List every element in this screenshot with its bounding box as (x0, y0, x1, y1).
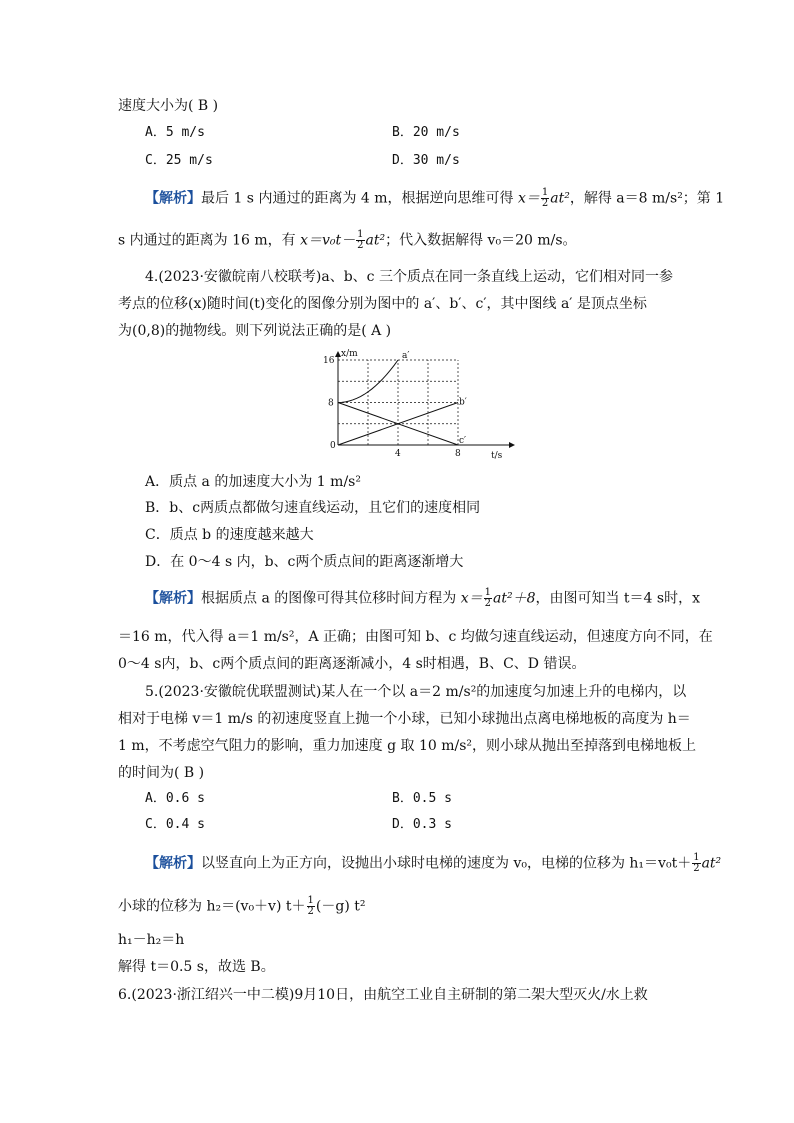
q3-analysis-text: ；代入数据解得 v₀＝20 m/s。 (385, 232, 577, 249)
q4-option-c: C．质点 b 的速度越来越大 (145, 527, 314, 543)
formula: x＝v₀t－ (300, 232, 356, 249)
q5-analysis-line3: h₁－h₂＝h (118, 932, 185, 948)
q3-option-d: D．30 m/s (392, 153, 460, 168)
q4-stem-line3: 为(0,8)的抛物线。则下列说法正确的是( A ) (118, 323, 392, 339)
q5-option-b: B．0.5 s (392, 791, 452, 806)
fraction-half: $\frac{1}{2}$ (541, 187, 549, 209)
q5-stem-line3: 1 m，不考虑空气阻力的影响，重力加速度 g 取 10 m/s²，则小球从抛出至掉落到电梯地板上 (118, 738, 696, 754)
q4-option-d: D．在 0～4 s 内，b、c两个质点间的距离逐渐增大 (145, 554, 464, 570)
q4-stem-line1: 4.(2023·安徽皖南八校联考)a、b、c 三个质点在同一条直线上运动，它们相对同一参 (145, 269, 673, 285)
analysis-tag: 【解析】 (145, 855, 201, 872)
x-axis-arrow (509, 442, 515, 448)
tick-label-y: 8 (328, 398, 334, 409)
series-label-c: c′ (459, 436, 467, 446)
q3-option-a: A．5 m/s (145, 125, 205, 140)
fraction-half: $\frac{1}{2}$ (484, 587, 491, 609)
formula: x＝ (460, 590, 483, 607)
series-label-a: a′ (402, 351, 410, 361)
q5-analysis-line2 (118, 896, 365, 917)
q5-stem-line1: 5.(2023·安徽皖优联盟测试)某人在一个以 a＝2 m/s²的加速度匀加速上升的电梯内，以 (145, 684, 687, 700)
q3-analysis-text: 最后 1 s 内通过的距离为 4 m，根据逆向思维可得 (201, 190, 514, 207)
q3-option-b: B．20 m/s (392, 125, 460, 140)
q4-option-b: B．b、c两质点都做匀速直线运动，且它们的速度相同 (145, 500, 481, 516)
fraction-half: $\frac{1}{2}$ (693, 852, 700, 874)
q4-option-a: A．质点 a 的加速度大小为 1 m/s² (145, 474, 361, 490)
q3-stem-tail: 速度大小为( B ) (118, 98, 219, 114)
q5-stem-line2: 相对于电梯 v＝1 m/s 的初速度竖直上抛一个小球，已知小球抛出点离电梯地板的高度为 h＝ (118, 711, 691, 727)
q4-analysis-text: ，由图可知当 t＝4 s时，x (535, 590, 700, 607)
fraction-half: $\frac{1}{2}$ (357, 229, 364, 251)
x-axis-label: t/s (491, 451, 503, 459)
analysis-tag: 【解析】 (145, 590, 201, 607)
formula: at²＋8 (492, 590, 536, 607)
q5-option-c: C．0.4 s (145, 817, 205, 832)
q5-stem-line4: 的时间为( B ) (118, 765, 205, 781)
formula: x＝ (517, 190, 540, 207)
q5-option-a: A．0.6 s (145, 791, 205, 806)
chart-labels (323, 349, 503, 459)
formula: at² (365, 232, 386, 249)
q3-analysis-line2 (118, 230, 577, 251)
q5-analysis-line4: 解得 t＝0.5 s，故选 B。 (118, 959, 275, 975)
chart-grid (338, 360, 458, 445)
formula: at² (701, 855, 722, 872)
fraction-half: $\frac{1}{2}$ (307, 895, 314, 917)
q5-analysis-text: 以竖直向上为正方向，设抛出小球时电梯的速度为 v₀，电梯的位移为 h₁＝v₀t＋ (201, 855, 692, 872)
series-label-b: b′ (459, 397, 467, 408)
q4-analysis-text: 根据质点 a 的图像可得其位移时间方程为 (201, 590, 457, 607)
tick-label-y: 16 (323, 356, 335, 366)
analysis-tag: 【解析】 (145, 190, 201, 207)
q3-analysis-line1 (145, 188, 724, 209)
tick-label-origin: 0 (330, 441, 336, 451)
xt-chart (315, 347, 515, 459)
q4-analysis-line1 (145, 588, 700, 609)
q3-analysis-text: ，解得 a＝8 m/s²；第 1 (569, 190, 725, 207)
formula: at² (550, 190, 570, 207)
q4-analysis-line3: 0～4 s内，b、c两个质点间的距离逐渐减小，4 s时相遇，B、C、D 错误。 (118, 656, 586, 672)
tick-label-x: 4 (395, 449, 401, 459)
q6-stem-line1: 6.(2023·浙江绍兴一中二模)9月10日，由航空工业自主研制的第二架大型灭火/水上救 (118, 987, 648, 1003)
y-axis-label: x/m (341, 349, 358, 359)
tick-label-x: 8 (455, 449, 461, 459)
q5-option-d: D．0.3 s (392, 817, 452, 832)
q5-analysis-line1 (145, 853, 721, 874)
q3-analysis-text: s 内通过的距离为 16 m，有 (118, 232, 296, 249)
q5-analysis-text: 小球的位移为 h₂＝(v₀＋v) t＋ (118, 898, 306, 915)
q5-analysis-text: (－g) t² (315, 898, 366, 915)
q4-stem-line2: 考点的位移(x)随时间(t)变化的图像分别为图中的 a′、b′、c′，其中图线 a′ 是顶点坐标 (118, 296, 647, 312)
q3-option-c: C．25 m/s (145, 153, 213, 168)
q4-analysis-line2: ＝16 m，代入得 a＝1 m/s²，A 正确；由图可知 b、c 均做匀速直线运动，但速度方向不同，在 (118, 629, 713, 645)
